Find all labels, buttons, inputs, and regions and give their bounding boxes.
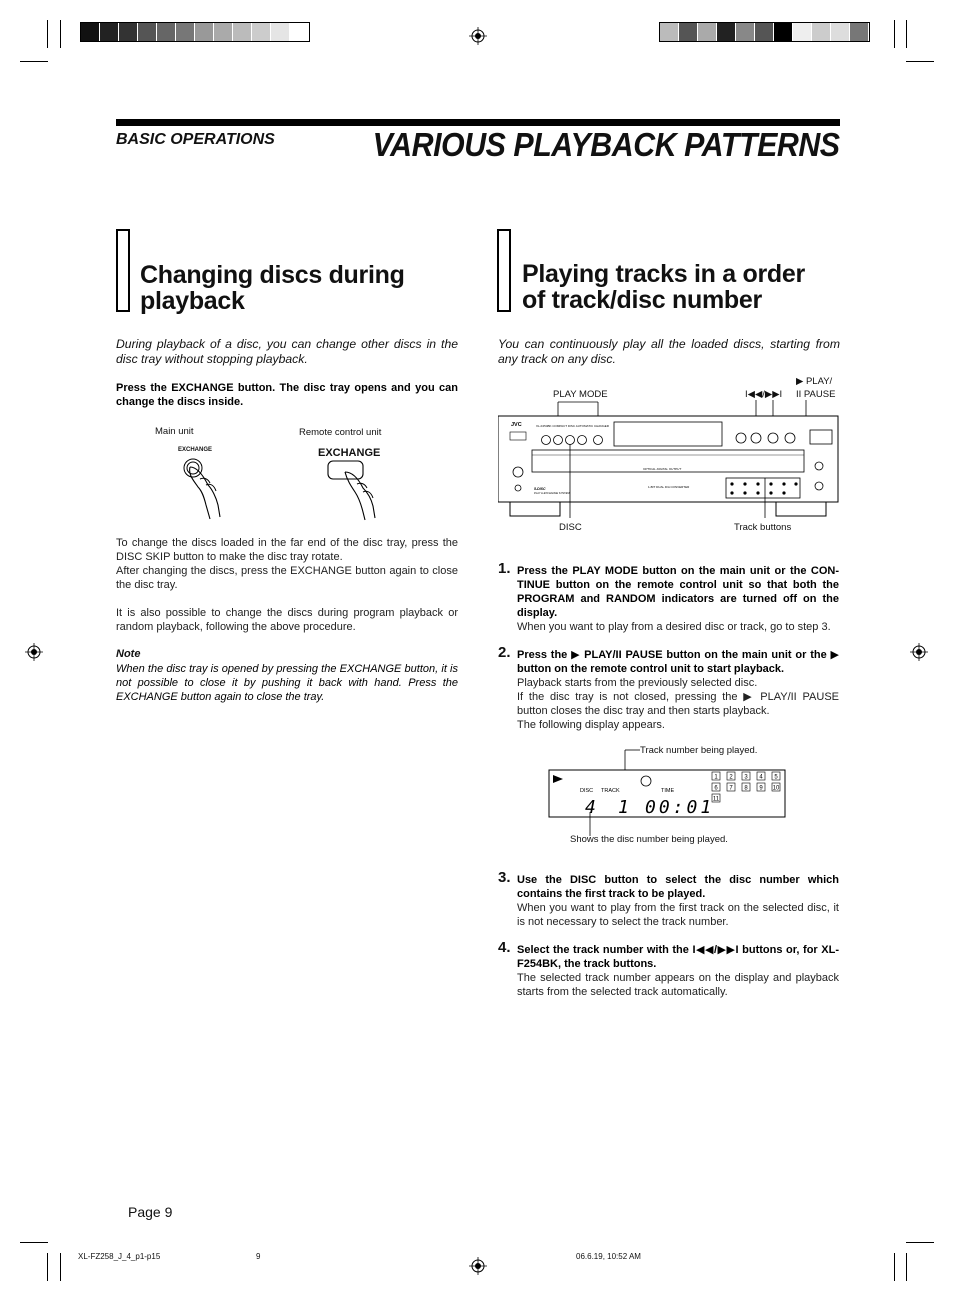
svg-text:1: 1 (618, 797, 629, 818)
exchange-large-label: EXCHANGE (318, 447, 381, 459)
svg-text:11: 11 (712, 796, 720, 803)
device-disc: 5-DISC (534, 487, 546, 491)
step-3-number: 3. (498, 869, 511, 886)
svg-text:1: 1 (714, 774, 718, 781)
device-system: PLAY & EXCHANGE SYSTEM (534, 492, 570, 495)
svg-text:6: 6 (714, 785, 718, 792)
note-text: When the disc tray is opened by pressing the EXCHANGE button, it is not possible to close it by pushing it back with hand. Press the EXCHANGE button again to close the tray. (116, 663, 458, 703)
play-label: ▶ PLAY/ (796, 376, 833, 387)
disc-played-label: Shows the disc number being played. (570, 834, 728, 845)
svg-text:4: 4 (585, 797, 596, 818)
skip-label: I◀◀/▶▶I (745, 389, 783, 400)
device-name: XL-F254BK COMPACT DISC AUTOMATIC CHANGER (536, 424, 609, 428)
instruction-text: Press the EXCHANGE button. The disc tray opens and you can change the discs inside. (116, 382, 458, 408)
main-unit-label: Main unit (155, 426, 194, 437)
section-marker (116, 229, 130, 312)
step-2-number: 2. (498, 644, 511, 661)
intro-text: During playback of a disc, you can change other discs in the disc tray without stopping playback. (116, 337, 458, 366)
svg-text:00:01: 00:01 (645, 797, 715, 818)
exchange-small-label: EXCHANGE (178, 447, 213, 453)
hand-pressing-button-icon (160, 455, 230, 525)
device-dac: 1-BIT DUAL D/A CONVERTER (648, 485, 690, 489)
track-played-label: Track number being played. (640, 745, 758, 756)
remote-label: Remote control unit (299, 427, 382, 438)
section-title-changing-discs: Changing discs during playback (140, 261, 405, 315)
svg-text:9: 9 (759, 785, 763, 792)
step-1-number: 1. (498, 560, 511, 577)
disc-label: DISC (559, 522, 582, 533)
footer-page: 9 (256, 1252, 261, 1261)
track-buttons-label: Track buttons (734, 522, 792, 533)
svg-text:10: 10 (772, 785, 780, 792)
page-number: Page 9 (128, 1204, 173, 1220)
intro-text: You can continuously play all the loaded discs, starting from any track on any disc. (498, 337, 840, 366)
section-title-playing-tracks: Playing tracks in a order of track/disc number (522, 260, 805, 314)
paragraph-exchange-close: After changing the discs, press the EXCHANGE button again to close the disc tray. (116, 565, 458, 591)
footer-date: 06.6.19, 10:52 AM (576, 1252, 641, 1261)
svg-text:8: 8 (744, 785, 748, 792)
svg-text:2: 2 (729, 774, 733, 781)
registration-mark-icon (469, 1257, 487, 1275)
section-label: BASIC OPERATIONS (116, 131, 275, 148)
step-4: Select the track number with the I◀◀/▶▶I buttons or, for XL-F254BK, the track buttons. The selected track number appears on the display and playback starts from the selected track automatically. (517, 944, 839, 998)
svg-text:4: 4 (759, 774, 763, 781)
pause-label: II PAUSE (796, 389, 836, 400)
svg-text:DISC: DISC (580, 788, 594, 794)
display-panel-diagram (548, 748, 788, 838)
svg-text:5: 5 (774, 774, 778, 781)
play-mode-label: PLAY MODE (553, 389, 608, 400)
cd-changer-diagram (498, 400, 840, 520)
registration-mark-icon (469, 27, 487, 45)
paragraph-program: It is also possible to change the discs during program playback or random playback, following the above procedure. (116, 607, 458, 633)
registration-mark-icon (25, 643, 43, 661)
color-bar-left (80, 22, 310, 42)
svg-text:7: 7 (729, 785, 733, 792)
paragraph-disc-skip: To change the discs loaded in the far end of the disc tray, press the DISC SKIP button to make the disc tray rotate. (116, 537, 458, 563)
device-optical: OPTICAL DIGITAL OUTPUT (643, 467, 682, 471)
page-title: VARIOUS PLAYBACK PATTERNS (373, 126, 840, 163)
step-3: Use the DISC button to select the disc number which contains the first track to be played. When you want to play from the first track on the selected disc, it is not necessary to select the track number. (517, 874, 839, 928)
footer-file: XL-FZ258_J_4_p1-p15 (78, 1252, 161, 1261)
svg-text:3: 3 (744, 774, 748, 781)
registration-mark-icon (910, 643, 928, 661)
header-rule (116, 119, 840, 126)
step-2: Press the ▶ PLAY/II PAUSE button on the main unit or the ▶ button on the remote control unit to start playback. Playback starts from the previously selected disc. If the disc tray is not closed, pressing the ▶ PLAY/II PAUSE button closes the disc tray and then starts playback. The following display appears. (517, 649, 839, 731)
step-4-number: 4. (498, 939, 511, 956)
note-heading: Note (116, 648, 141, 660)
hand-pressing-exchange-icon (325, 458, 385, 523)
device-brand: JVC (511, 422, 522, 428)
color-bar-right (659, 22, 870, 42)
svg-text:TIME: TIME (661, 788, 675, 794)
section-marker (497, 229, 511, 312)
svg-text:TRACK: TRACK (601, 788, 620, 794)
step-1: Press the PLAY MODE button on the main unit or the CON-TINUE button on the remote control unit so that both the PROGRAM and RANDOM indicators are turned off on the display. When you want to play from a desired disc or track, go to step 3. (517, 565, 839, 633)
